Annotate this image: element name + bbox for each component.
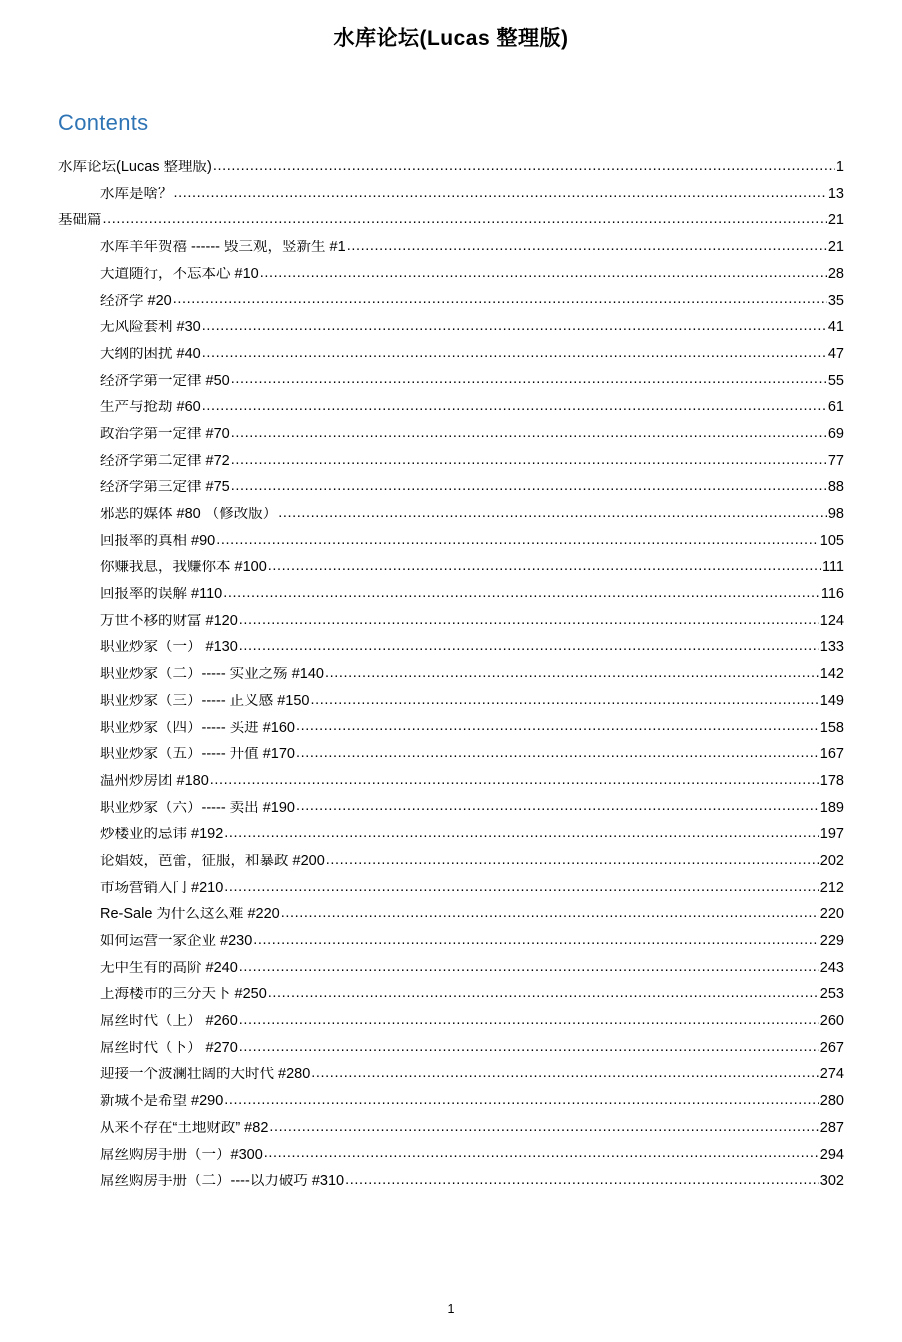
toc-entry-page-number: 35 — [827, 292, 844, 309]
toc-leader-dots — [213, 160, 835, 175]
toc-entry[interactable] — [58, 1061, 844, 1088]
toc-leader-dots — [224, 827, 819, 842]
toc-entry-page-number: 98 — [827, 506, 844, 523]
toc-leader-dots — [239, 1041, 819, 1056]
toc-entry-page-number: 124 — [819, 612, 844, 629]
toc-entry-page-number: 178 — [819, 772, 844, 789]
toc-entry[interactable] — [58, 1008, 844, 1035]
toc-entry[interactable] — [58, 688, 844, 715]
toc-entry-label: 回报率的误解 #110 — [100, 587, 223, 602]
toc-entry-label: 论娼妓，芭蕾，征服，和暴政 #200 — [100, 853, 325, 869]
toc-entry-page-number: 260 — [819, 1013, 844, 1030]
toc-entry[interactable] — [58, 368, 844, 395]
toc-entry-page-number: 55 — [827, 372, 844, 389]
toc-leader-dots — [296, 801, 819, 816]
toc-entry-page-number: 13 — [827, 185, 844, 202]
toc-leader-dots — [239, 1014, 819, 1029]
toc-entry[interactable] — [58, 154, 844, 181]
toc-entry-label: 经济学第二定律 #72 — [100, 453, 230, 469]
toc-leader-dots — [296, 747, 819, 762]
toc-leader-dots — [223, 587, 820, 602]
toc-entry[interactable] — [58, 261, 844, 288]
toc-entry[interactable] — [58, 581, 844, 608]
table-of-contents — [58, 154, 844, 1195]
toc-leader-dots — [239, 640, 819, 655]
toc-leader-dots — [325, 667, 819, 682]
toc-leader-dots — [326, 854, 819, 869]
toc-entry-label: 邪恶的媒体 #80 （修改版） — [100, 507, 278, 522]
toc-entry-page-number: 105 — [819, 532, 844, 549]
toc-entry-page-number: 197 — [819, 826, 844, 843]
toc-leader-dots — [202, 347, 827, 362]
toc-entry-page-number: 21 — [827, 212, 844, 229]
toc-entry-page-number: 149 — [819, 692, 844, 709]
toc-entry[interactable] — [58, 741, 844, 768]
toc-entry-label: 职业炒家（五）----- 升值 #170 — [100, 747, 295, 762]
toc-leader-dots — [264, 1148, 819, 1163]
toc-leader-dots — [239, 614, 819, 629]
toc-entry-label: Re-Sale 为什么这么难 #220 — [100, 907, 280, 922]
toc-entry[interactable] — [58, 821, 844, 848]
toc-entry-label: 经济学第一定律 #50 — [100, 373, 230, 389]
toc-entry-page-number: 280 — [819, 1093, 844, 1110]
toc-entry-page-number: 243 — [819, 959, 844, 976]
toc-entry-page-number: 116 — [820, 586, 844, 603]
toc-entry[interactable] — [58, 287, 844, 314]
toc-leader-dots — [345, 1174, 819, 1189]
toc-entry[interactable] — [58, 661, 844, 688]
toc-entry-page-number: 158 — [819, 719, 844, 736]
toc-entry-label: 上海楼市的三分天下 #250 — [100, 987, 267, 1002]
toc-entry-page-number: 41 — [827, 319, 844, 336]
toc-entry[interactable] — [58, 928, 844, 955]
toc-entry-label: 万世不移的财富 #120 — [100, 613, 238, 629]
toc-entry[interactable] — [58, 207, 844, 234]
toc-entry[interactable] — [58, 501, 844, 528]
toc-entry[interactable] — [58, 1141, 844, 1168]
toc-entry-label: 屌丝购房手册（一）#300 — [100, 1147, 263, 1163]
toc-leader-dots — [202, 320, 827, 335]
toc-entry[interactable] — [58, 981, 844, 1008]
toc-entry-label: 政治学第一定律 #70 — [100, 426, 230, 442]
toc-entry[interactable] — [58, 421, 844, 448]
toc-leader-dots — [174, 187, 827, 202]
toc-leader-dots — [296, 721, 819, 736]
toc-entry[interactable] — [58, 714, 844, 741]
toc-entry-label: 屌丝购房手册（二）----以力破巧 #310 — [100, 1174, 345, 1189]
toc-entry-label: 温州炒房团 #180 — [100, 773, 209, 789]
page-title: 水库论坛(Lucas 整理版) — [333, 27, 569, 50]
toc-leader-dots — [311, 1067, 819, 1082]
toc-entry-page-number: 253 — [819, 986, 844, 1003]
toc-leader-dots — [231, 427, 827, 442]
toc-entry[interactable] — [58, 474, 844, 501]
toc-entry[interactable] — [58, 554, 844, 581]
toc-leader-dots — [231, 374, 827, 389]
toc-entry-page-number: 294 — [819, 1146, 844, 1163]
toc-entry-page-number: 267 — [819, 1039, 844, 1056]
toc-entry[interactable] — [58, 341, 844, 368]
toc-entry-label: 职业炒家（三）----- 正义感 #150 — [100, 693, 310, 709]
toc-entry-label: 你赚我息，我赚你本 #100 — [100, 560, 267, 575]
toc-entry-label: 职业炒家（二）----- 实业之殇 #140 — [100, 667, 324, 682]
toc-entry[interactable] — [58, 848, 844, 875]
toc-entry-page-number: 142 — [819, 666, 844, 683]
toc-entry-page-number: 69 — [827, 425, 844, 442]
toc-entry-page-number: 28 — [827, 265, 844, 282]
toc-entry-label: 新城不是希望 #290 — [100, 1094, 224, 1109]
toc-leader-dots — [281, 907, 819, 922]
toc-entry[interactable] — [58, 634, 844, 661]
toc-entry-page-number: 202 — [819, 852, 844, 869]
toc-entry[interactable] — [58, 528, 844, 555]
toc-entry-page-number: 61 — [827, 399, 844, 416]
toc-entry[interactable] — [58, 1035, 844, 1062]
toc-entry-page-number: 111 — [821, 559, 844, 576]
toc-entry-label: 职业炒家（四）----- 买进 #160 — [100, 720, 295, 736]
footer-page-number: 1 — [447, 1302, 455, 1316]
toc-leader-dots — [278, 507, 827, 522]
toc-entry[interactable] — [58, 394, 844, 421]
toc-entry-page-number: 1 — [835, 159, 844, 176]
toc-entry-label: 屌丝时代（上） #260 — [100, 1014, 238, 1029]
toc-leader-dots — [103, 213, 827, 228]
toc-entry-label: 无中生有的高阶 #240 — [100, 960, 238, 976]
toc-entry-label: 炒楼业的忌讳 #192 — [100, 827, 224, 842]
toc-leader-dots — [239, 961, 819, 976]
toc-entry[interactable] — [58, 1115, 844, 1142]
toc-entry-label: 水库是啥？ — [100, 186, 173, 202]
toc-entry-page-number: 189 — [819, 799, 844, 816]
toc-leader-dots — [268, 987, 819, 1002]
toc-entry-page-number: 229 — [819, 933, 844, 950]
toc-entry[interactable] — [58, 234, 844, 261]
toc-entry-page-number: 21 — [827, 239, 844, 256]
toc-entry[interactable] — [58, 875, 844, 902]
toc-entry-label: 经济学第三定律 #75 — [100, 480, 230, 495]
toc-entry-label: 回报率的真相 #90 — [100, 533, 216, 549]
toc-leader-dots — [310, 694, 818, 709]
toc-entry[interactable] — [58, 795, 844, 822]
toc-entry-label: 无风险套利 #30 — [100, 320, 201, 335]
toc-entry-label: 经济学 #20 — [100, 293, 172, 309]
toc-entry-label: 大道随行，不忘本心 #10 — [100, 266, 259, 282]
toc-entry-label: 生产与抢劫 #60 — [100, 400, 201, 415]
toc-leader-dots — [347, 240, 827, 255]
toc-entry[interactable] — [58, 955, 844, 982]
toc-entry-label: 迎接一个波澜壮阔的大时代 #280 — [100, 1067, 311, 1082]
toc-entry-page-number: 133 — [819, 639, 844, 656]
toc-leader-dots — [173, 294, 827, 309]
toc-entry-label: 大纲的困扰 #40 — [100, 346, 201, 362]
toc-entry[interactable] — [58, 448, 844, 475]
toc-entry[interactable] — [58, 314, 844, 341]
toc-entry-label: 市场营销入门 #210 — [100, 880, 224, 896]
toc-entry-page-number: 88 — [827, 479, 844, 496]
toc-entry-label: 水库羊年贺禧 ------ 毁三观，竖新生 #1 — [100, 240, 346, 255]
toc-entry[interactable] — [58, 768, 844, 795]
toc-entry-page-number: 167 — [819, 746, 844, 763]
toc-entry-label: 如何运营一家企业 #230 — [100, 934, 253, 949]
toc-leader-dots — [224, 1094, 819, 1109]
toc-entry[interactable] — [58, 608, 844, 635]
toc-entry[interactable] — [58, 1088, 844, 1115]
toc-entry-label: 职业炒家（一） #130 — [100, 640, 238, 655]
toc-entry-label: 基础篇 — [58, 213, 102, 228]
contents-heading: Contents — [58, 110, 149, 135]
toc-entry[interactable] — [58, 1168, 844, 1195]
toc-entry-label: 从来不存在“土地财政” #82 — [100, 1120, 269, 1136]
toc-entry-label: 职业炒家（六）----- 卖出 #190 — [100, 800, 295, 816]
toc-entry-page-number: 287 — [819, 1119, 844, 1136]
toc-entry-page-number: 47 — [827, 345, 844, 362]
toc-entry-label: 水库论坛(Lucas 整理版) — [58, 160, 212, 175]
toc-leader-dots — [202, 400, 827, 415]
toc-entry-page-number: 302 — [819, 1173, 844, 1190]
toc-entry[interactable] — [58, 181, 844, 208]
toc-entry[interactable] — [58, 901, 844, 928]
toc-leader-dots — [216, 534, 819, 549]
toc-entry-page-number: 212 — [819, 879, 844, 896]
toc-leader-dots — [210, 774, 819, 789]
toc-leader-dots — [224, 881, 819, 896]
toc-entry-page-number: 220 — [819, 906, 844, 923]
toc-leader-dots — [269, 1121, 818, 1136]
toc-entry-page-number: 274 — [819, 1066, 844, 1083]
toc-entry-page-number: 77 — [827, 452, 844, 469]
toc-leader-dots — [260, 267, 827, 282]
toc-leader-dots — [268, 560, 821, 575]
toc-entry-label: 屌丝时代（下） #270 — [100, 1040, 238, 1056]
toc-leader-dots — [231, 454, 827, 469]
toc-leader-dots — [231, 480, 827, 495]
toc-leader-dots — [253, 934, 819, 949]
